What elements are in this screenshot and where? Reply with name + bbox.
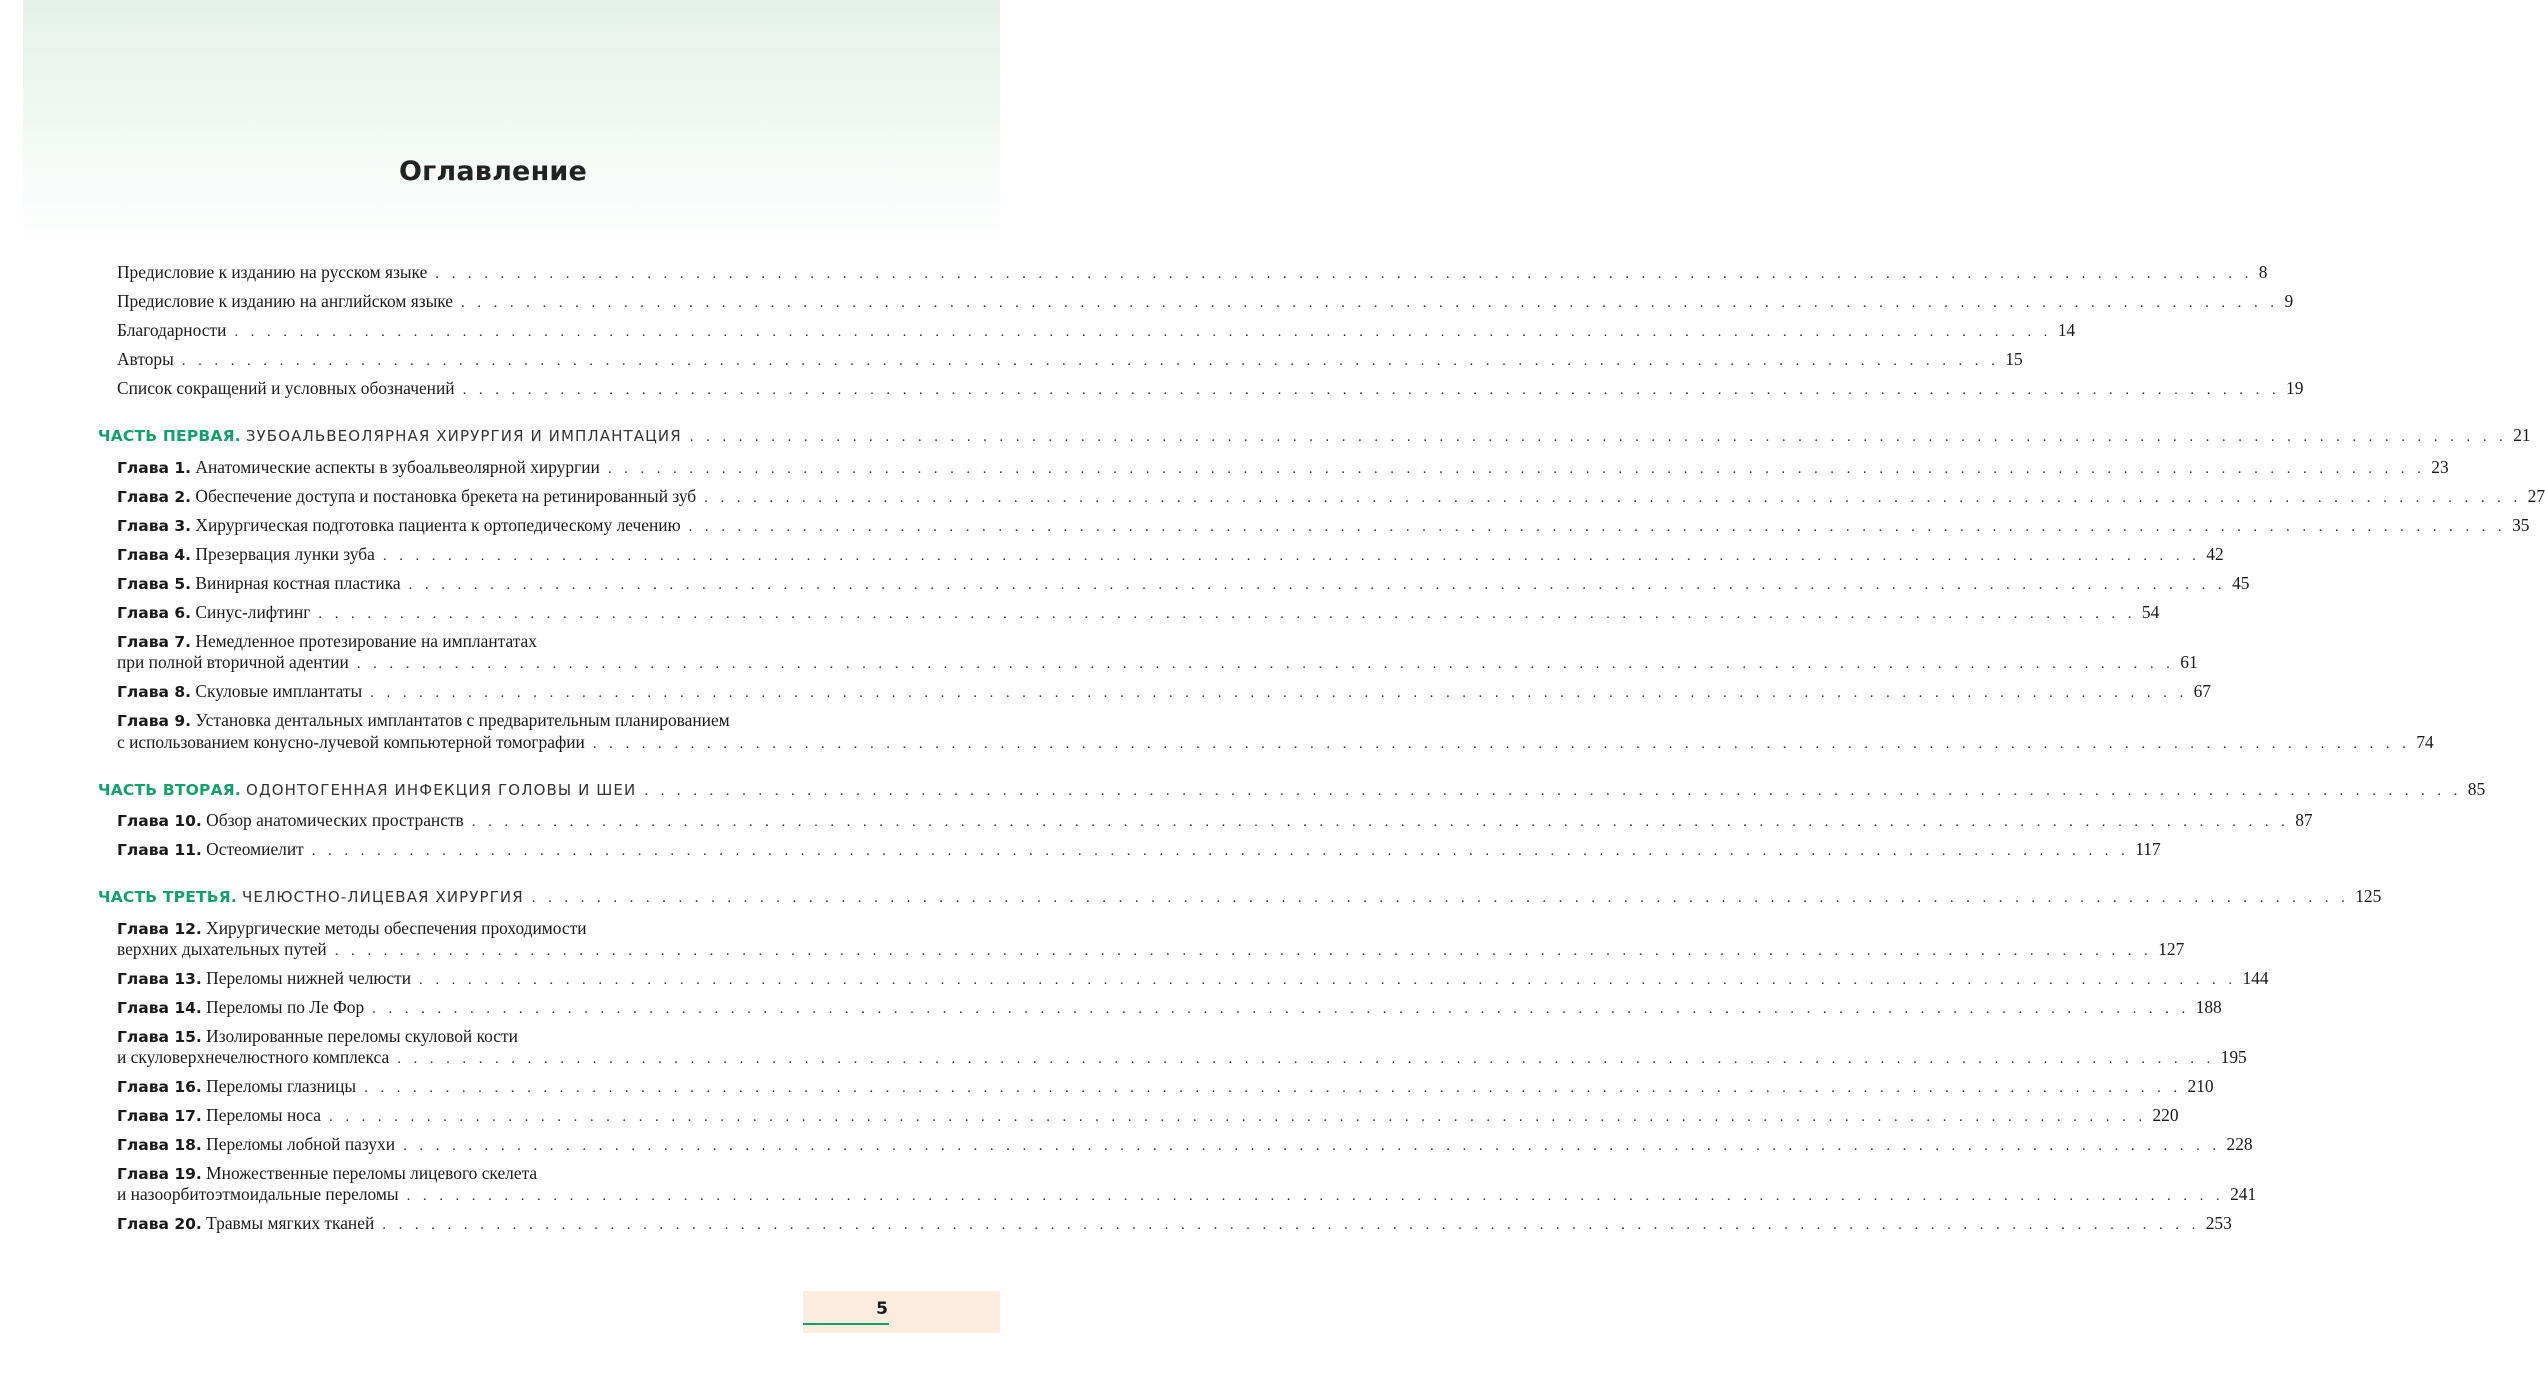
chapter-entry-line1[interactable] — [117, 710, 730, 732]
page-number: 45 — [2232, 573, 2250, 593]
chapter-entry[interactable] — [117, 457, 2449, 480]
leader-dots: . . . . . . . . . . . . . . . . . . . . . . . . . . . . . . . . . . . . . . . . . . . . . . . . . . . . . . . . . . . . . . . . . . . . . . . . . . . . . . . . . . . . . . . . . . . . . . . . . . . . . . . . . . . . . . . . — [372, 1001, 2190, 1017]
chapter-title: Обзор анатомических пространств — [206, 810, 464, 830]
chapter-entry[interactable] — [117, 486, 2545, 509]
chapter-entry-line1[interactable] — [117, 1163, 537, 1185]
page-number: 19 — [2286, 378, 2304, 398]
chapter-label: Глава 1. — [117, 459, 192, 477]
part-name: ЗУБОАЛЬВЕОЛЯРНАЯ ХИРУРГИЯ И ИМПЛАНТАЦИЯ — [245, 427, 682, 445]
leader-dots: . . . . . . . . . . . . . . . . . . . . . . . . . . . . . . . . . . . . . . . . . . . . . . . . . . . . . . . . . . . . . . . . . . . . . . . . . . . . . . . . . . . . . . . . . . . . . . . . . . . . . . . . . . . . . . . . — [234, 324, 2052, 340]
chapter-title: Переломы носа — [206, 1105, 322, 1125]
leader-dots: . . . . . . . . . . . . . . . . . . . . . . . . . . . . . . . . . . . . . . . . . . . . . . . . . . . . . . . . . . . . . . . . . . . . . . . . . . . . . . . . . . . . . . . . . . . . . . . . . . . . . . . . . . . . . . . . — [382, 1217, 2200, 1233]
leader-dots: . . . . . . . . . . . . . . . . . . . . . . . . . . . . . . . . . . . . . . . . . . . . . . . . . . . . . . . . . . . . . . . . . . . . . . . . . . . . . . . . . . . . . . . . . . . . . . . . . . . . . . . . . . . . . . . . — [607, 461, 2426, 477]
part-label: ЧАСТЬ ВТОРАЯ. — [98, 781, 242, 799]
page-number: 241 — [2230, 1184, 2257, 1204]
chapter-title: Презервация лунки зуба — [195, 544, 375, 564]
chapter-label: Глава 17. — [117, 1107, 202, 1125]
chapter-entry[interactable] — [117, 573, 2250, 596]
page-number: 21 — [2513, 425, 2531, 445]
part-heading[interactable] — [98, 425, 2531, 448]
leader-dots: . . . . . . . . . . . . . . . . . . . . . . . . . . . . . . . . . . . . . . . . . . . . . . . . . . . . . . . . . . . . . . . . . . . . . . . . . . . . . . . . . . . . . . . . . . . . . . . . . . . . . . . . . . . . . . . . — [356, 656, 2175, 672]
page-number: 253 — [2205, 1213, 2232, 1233]
chapter-title-continued: верхних дыхательных путей — [117, 939, 327, 959]
leader-dots: . . . . . . . . . . . . . . . . . . . . . . . . . . . . . . . . . . . . . . . . . . . . . . . . . . . . . . . . . . . . . . . . . . . . . . . . . . . . . . . . . . . . . . . . . . . . . . . . . . . . . . . . . . . . . . . . — [397, 1051, 2215, 1067]
page-number: 74 — [2416, 732, 2434, 752]
chapter-title: Переломы лобной пазухи — [206, 1134, 396, 1154]
page-number: 195 — [2220, 1047, 2247, 1067]
toc-entry-title: Список сокращений и условных обозначений — [117, 378, 455, 398]
leader-dots: . . . . . . . . . . . . . . . . . . . . . . . . . . . . . . . . . . . . . . . . . . . . . . . . . . . . . . . . . . . . . . . . . . . . . . . . . . . . . . . . . . . . . . . . . . . . . . . . . . . . . . . . . . . . . . . . — [531, 890, 2350, 906]
toc-entry-title: Благодарности — [117, 320, 227, 340]
leader-dots: . . . . . . . . . . . . . . . . . . . . . . . . . . . . . . . . . . . . . . . . . . . . . . . . . . . . . . . . . . . . . . . . . . . . . . . . . . . . . . . . . . . . . . . . . . . . . . . . . . . . . . . . . . . . . . . . — [688, 519, 2507, 535]
part-label: ЧАСТЬ ПЕРВАЯ. — [98, 427, 241, 445]
chapter-entry[interactable] — [117, 1047, 2247, 1070]
page-number: 54 — [2141, 602, 2160, 622]
chapter-title: Хирургические методы обеспечения проходимости — [206, 918, 587, 938]
page-number: 117 — [2135, 839, 2161, 859]
toc-entry-title: Предисловие к изданию на английском языке — [117, 291, 453, 311]
chapter-label: Глава 19. — [117, 1165, 202, 1183]
part-heading[interactable] — [98, 779, 2486, 802]
chapter-label: Глава 11. — [117, 841, 202, 859]
chapter-entry[interactable] — [117, 810, 2313, 833]
page-number: 9 — [2284, 291, 2294, 311]
leader-dots: . . . . . . . . . . . . . . . . . . . . . . . . . . . . . . . . . . . . . . . . . . . . . . . . . . . . . . . . . . . . . . . . . . . . . . . . . . . . . . . . . . . . . . . . . . . . . . . . . . . . . . . . . . . . . . . . — [364, 1080, 2182, 1096]
leader-dots: . . . . . . . . . . . . . . . . . . . . . . . . . . . . . . . . . . . . . . . . . . . . . . . . . . . . . . . . . . . . . . . . . . . . . . . . . . . . . . . . . . . . . . . . . . . . . . . . . . . . . . . . . . . . . . . . — [460, 295, 2279, 311]
chapter-label: Глава 9. — [117, 712, 192, 730]
chapter-label: Глава 7. — [117, 633, 192, 651]
chapter-entry-line1[interactable] — [117, 1026, 518, 1048]
leader-dots: . . . . . . . . . . . . . . . . . . . . . . . . . . . . . . . . . . . . . . . . . . . . . . . . . . . . . . . . . . . . . . . . . . . . . . . . . . . . . . . . . . . . . . . . . . . . . . . . . . . . . . . . . . . . . . . . — [644, 783, 2462, 799]
toc-entry[interactable] — [117, 320, 2076, 343]
chapter-label: Глава 15. — [117, 1028, 202, 1046]
chapter-entry[interactable] — [117, 939, 2185, 962]
chapter-label: Глава 20. — [117, 1215, 202, 1233]
chapter-title: Синус-лифтинг — [195, 602, 311, 622]
part-name: ОДОНТОГЕННАЯ ИНФЕКЦИЯ ГОЛОВЫ И ШЕИ — [246, 781, 637, 799]
chapter-label: Глава 6. — [117, 604, 192, 622]
chapter-entry[interactable] — [117, 968, 2269, 991]
page-number: 23 — [2431, 457, 2449, 477]
chapter-entry[interactable] — [117, 515, 2530, 538]
chapter-title-continued: с использованием конусно-лучевой компьютерной томографии — [117, 732, 585, 752]
page-number: 127 — [2158, 939, 2185, 959]
folio-background — [803, 1291, 1000, 1333]
page-number: 188 — [2195, 997, 2222, 1017]
chapter-entry[interactable] — [117, 681, 2211, 704]
leader-dots: . . . . . . . . . . . . . . . . . . . . . . . . . . . . . . . . . . . . . . . . . . . . . . . . . . . . . . . . . . . . . . . . . . . . . . . . . . . . . . . . . . . . . . . . . . . . . . . . . . . . . . . . . . . . . . . . — [704, 490, 2522, 506]
chapter-title: Переломы глазницы — [206, 1076, 357, 1096]
leader-dots: . . . . . . . . . . . . . . . . . . . . . . . . . . . . . . . . . . . . . . . . . . . . . . . . . . . . . . . . . . . . . . . . . . . . . . . . . . . . . . . . . . . . . . . . . . . . . . . . . . . . . . . . . . . . . . . . — [462, 382, 2281, 398]
chapter-title: Переломы нижней челюсти — [206, 968, 412, 988]
page-number: 27 — [2527, 486, 2545, 506]
chapter-title-continued: и скуловерхнечелюстного комплекса — [117, 1047, 390, 1067]
chapter-title: Хирургическая подготовка пациента к ортопедическому лечению — [195, 515, 681, 535]
chapter-title: Винирная костная пластика — [195, 573, 401, 593]
chapter-label: Глава 18. — [117, 1136, 202, 1154]
chapter-title: Обеспечение доступа и постановка брекета на ретинированный зуб — [195, 486, 697, 506]
chapter-entry[interactable] — [117, 1134, 2253, 1157]
page-number: 87 — [2295, 810, 2313, 830]
leader-dots: . . . . . . . . . . . . . . . . . . . . . . . . . . . . . . . . . . . . . . . . . . . . . . . . . . . . . . . . . . . . . . . . . . . . . . . . . . . . . . . . . . . . . . . . . . . . . . . . . . . . . . . . . . . . . . . . — [592, 736, 2411, 752]
page-number: 210 — [2187, 1076, 2214, 1096]
leader-dots: . . . . . . . . . . . . . . . . . . . . . . . . . . . . . . . . . . . . . . . . . . . . . . . . . . . . . . . . . . . . . . . . . . . . . . . . . . . . . . . . . . . . . . . . . . . . . . . . . . . . . . . . . . . . . . . . — [382, 548, 2201, 564]
chapter-label: Глава 14. — [117, 999, 202, 1017]
toc-entry[interactable] — [117, 291, 2294, 314]
chapter-entry[interactable] — [117, 544, 2224, 567]
leader-dots: . . . . . . . . . . . . . . . . . . . . . . . . . . . . . . . . . . . . . . . . . . . . . . . . . . . . . . . . . . . . . . . . . . . . . . . . . . . . . . . . . . . . . . . . . . . . . . . . . . . . . . . . . . . . . . . . — [311, 843, 2130, 859]
chapter-entry[interactable] — [117, 839, 2161, 862]
chapter-title: Анатомические аспекты в зубоальвеолярной хирургии — [195, 457, 600, 477]
page-title: Оглавление — [398, 156, 588, 187]
chapter-label: Глава 10. — [117, 812, 202, 830]
chapter-title: Травмы мягких тканей — [206, 1213, 375, 1233]
chapter-entry-line1[interactable] — [117, 631, 537, 653]
leader-dots: . . . . . . . . . . . . . . . . . . . . . . . . . . . . . . . . . . . . . . . . . . . . . . . . . . . . . . . . . . . . . . . . . . . . . . . . . . . . . . . . . . . . . . . . . . . . . . . . . . . . . . . . . . . . . . . . — [435, 266, 2253, 282]
chapter-title: Переломы по Ле Фор — [206, 997, 365, 1017]
chapter-title: Множественные переломы лицевого скелета — [206, 1163, 538, 1183]
chapter-title: Скуловые имплантаты — [195, 681, 363, 701]
toc-entry[interactable] — [117, 378, 2304, 401]
chapter-label: Глава 16. — [117, 1078, 202, 1096]
leader-dots: . . . . . . . . . . . . . . . . . . . . . . . . . . . . . . . . . . . . . . . . . . . . . . . . . . . . . . . . . . . . . . . . . . . . . . . . . . . . . . . . . . . . . . . . . . . . . . . . . . . . . . . . . . . . . . . . — [406, 1188, 2225, 1204]
part-heading[interactable] — [98, 886, 2382, 909]
leader-dots: . . . . . . . . . . . . . . . . . . . . . . . . . . . . . . . . . . . . . . . . . . . . . . . . . . . . . . . . . . . . . . . . . . . . . . . . . . . . . . . . . . . . . . . . . . . . . . . . . . . . . . . . . . . . . . . . — [403, 1138, 2221, 1154]
page-number: 228 — [2226, 1134, 2253, 1154]
chapter-entry[interactable] — [117, 1184, 2257, 1207]
chapter-entry[interactable] — [117, 1076, 2214, 1099]
page-number: 35 — [2512, 515, 2530, 535]
toc-entry[interactable] — [117, 349, 2023, 372]
chapter-entry-line1[interactable] — [117, 918, 587, 940]
page-number: 15 — [2005, 349, 2023, 369]
leader-dots: . . . . . . . . . . . . . . . . . . . . . . . . . . . . . . . . . . . . . . . . . . . . . . . . . . . . . . . . . . . . . . . . . . . . . . . . . . . . . . . . . . . . . . . . . . . . . . . . . . . . . . . . . . . . . . . . — [334, 943, 2153, 959]
chapter-entry[interactable] — [117, 732, 2434, 755]
chapter-label: Глава 12. — [117, 920, 202, 938]
chapter-title: Остеомиелит — [206, 839, 304, 859]
page-number: 42 — [2206, 544, 2224, 564]
toc-entry[interactable] — [117, 262, 2268, 285]
chapter-label: Глава 3. — [117, 517, 192, 535]
chapter-label: Глава 2. — [117, 488, 192, 506]
chapter-title: Изолированные переломы скуловой кости — [206, 1026, 518, 1046]
page-number: 125 — [2355, 886, 2382, 906]
leader-dots: . . . . . . . . . . . . . . . . . . . . . . . . . . . . . . . . . . . . . . . . . . . . . . . . . . . . . . . . . . . . . . . . . . . . . . . . . . . . . . . . . . . . . . . . . . . . . . . . . . . . . . . . . . . . . . . . — [471, 814, 2290, 830]
page-number: 14 — [2057, 320, 2076, 340]
chapter-entry[interactable] — [117, 997, 2222, 1020]
leader-dots: . . . . . . . . . . . . . . . . . . . . . . . . . . . . . . . . . . . . . . . . . . . . . . . . . . . . . . . . . . . . . . . . . . . . . . . . . . . . . . . . . . . . . . . . . . . . . . . . . . . . . . . . . . . . . . . . — [181, 353, 2000, 369]
toc-entry-title: Предисловие к изданию на русском языке — [117, 262, 428, 282]
chapter-entry[interactable] — [117, 1213, 2232, 1236]
page-number: 144 — [2242, 968, 2269, 988]
chapter-label: Глава 4. — [117, 546, 192, 564]
leader-dots: . . . . . . . . . . . . . . . . . . . . . . . . . . . . . . . . . . . . . . . . . . . . . . . . . . . . . . . . . . . . . . . . . . . . . . . . . . . . . . . . . . . . . . . . . . . . . . . . . . . . . . . . . . . . . . . . — [370, 685, 2188, 701]
page-number: 67 — [2193, 681, 2211, 701]
part-label: ЧАСТЬ ТРЕТЬЯ. — [98, 888, 238, 906]
chapter-title: Немедленное протезирование на имплантатах — [195, 631, 537, 651]
leader-dots: . . . . . . . . . . . . . . . . . . . . . . . . . . . . . . . . . . . . . . . . . . . . . . . . . . . . . . . . . . . . . . . . . . . . . . . . . . . . . . . . . . . . . . . . . . . . . . . . . . . . . . . . . . . . . . . . — [689, 429, 2508, 445]
toc-entry-title: Авторы — [117, 349, 174, 369]
leader-dots: . . . . . . . . . . . . . . . . . . . . . . . . . . . . . . . . . . . . . . . . . . . . . . . . . . . . . . . . . . . . . . . . . . . . . . . . . . . . . . . . . . . . . . . . . . . . . . . . . . . . . . . . . . . . . . . . — [329, 1109, 2147, 1125]
part-name: ЧЕЛЮСТНО-ЛИЦЕВАЯ ХИРУРГИЯ — [242, 888, 524, 906]
chapter-title: Установка дентальных имплантатов с предварительным планированием — [195, 710, 730, 730]
chapter-label: Глава 8. — [117, 683, 192, 701]
leader-dots: . . . . . . . . . . . . . . . . . . . . . . . . . . . . . . . . . . . . . . . . . . . . . . . . . . . . . . . . . . . . . . . . . . . . . . . . . . . . . . . . . . . . . . . . . . . . . . . . . . . . . . . . . . . . . . . . — [419, 972, 2237, 988]
page-number: 85 — [2467, 779, 2486, 799]
page-number: 61 — [2180, 652, 2198, 672]
chapter-entry[interactable] — [117, 1105, 2179, 1128]
chapter-title-continued: и назоорбитоэтмоидальные переломы — [117, 1184, 399, 1204]
page-number: 8 — [2258, 262, 2268, 282]
leader-dots: . . . . . . . . . . . . . . . . . . . . . . . . . . . . . . . . . . . . . . . . . . . . . . . . . . . . . . . . . . . . . . . . . . . . . . . . . . . . . . . . . . . . . . . . . . . . . . . . . . . . . . . . . . . . . . . . — [318, 606, 2136, 622]
leader-dots: . . . . . . . . . . . . . . . . . . . . . . . . . . . . . . . . . . . . . . . . . . . . . . . . . . . . . . . . . . . . . . . . . . . . . . . . . . . . . . . . . . . . . . . . . . . . . . . . . . . . . . . . . . . . . . . . — [408, 577, 2227, 593]
folio-underline — [803, 1323, 889, 1325]
chapter-title-continued: при полной вторичной адентии — [117, 652, 349, 672]
chapter-entry[interactable] — [117, 602, 2160, 625]
chapter-label: Глава 13. — [117, 970, 202, 988]
page-number: 220 — [2152, 1105, 2179, 1125]
page-folio: 5 — [876, 1299, 888, 1319]
chapter-label: Глава 5. — [117, 575, 192, 593]
chapter-entry[interactable] — [117, 652, 2198, 675]
